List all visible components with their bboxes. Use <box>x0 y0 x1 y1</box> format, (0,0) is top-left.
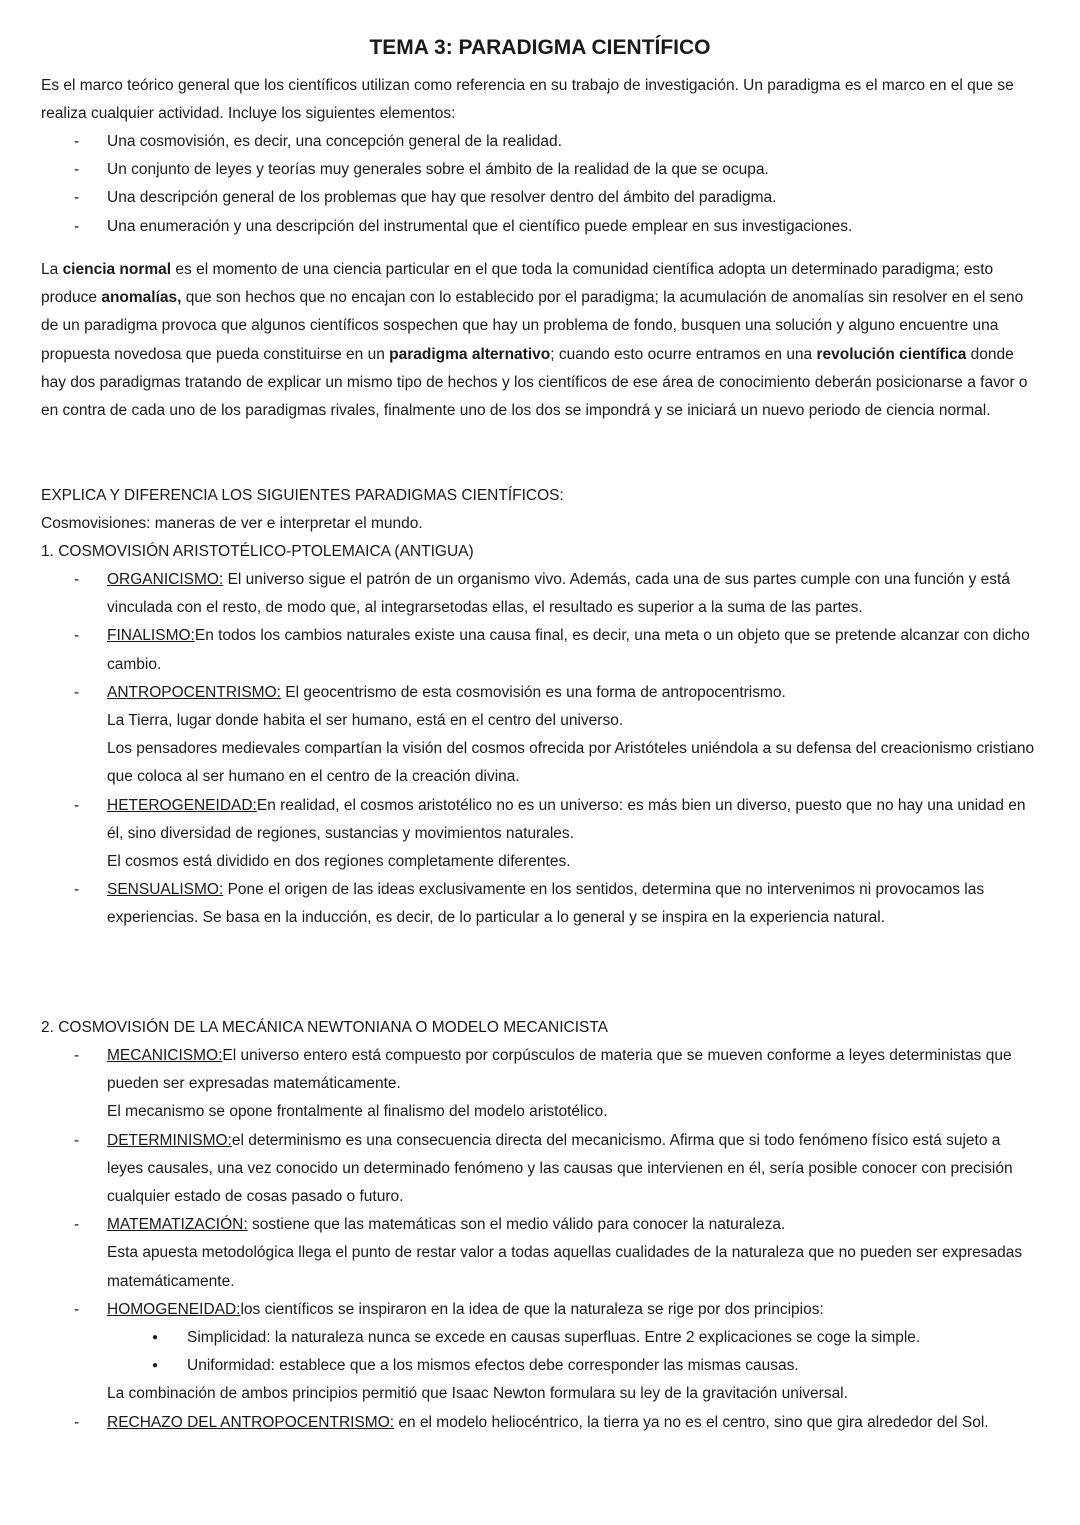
term-description: El geocentrismo de esta cosmovisión es una forma de antropocentrismo. <box>285 683 786 701</box>
term-label: HETEROGENEIDAD: <box>107 796 257 814</box>
intro-paragraph: Es el marco teórico general que los científicos utilizan como referencia en su trabajo de investigación. Un paradigma es el marco en el que se realiza cualquier actividad. Incluye los siguientes elementos: <box>41 77 1014 123</box>
term-description: los científicos se inspiraron en la idea de que la naturaleza se rige por dos principios: <box>240 1300 824 1318</box>
term-description: Los pensadores medievales compartían la visión del cosmos ofrecida por Aristóteles uniéndola a su defensa del creacionismo cristiano que coloca al ser humano en el centro de la creación divina. <box>107 740 1035 786</box>
term-description: La Tierra, lugar donde habita el ser humano, está en el centro del universo. <box>107 712 624 730</box>
list-item-simplicidad: ● Simplicidad: la naturaleza nunca se excede en causas superfluas. Entre 2 explicaciones se coge la simple. <box>107 1324 1040 1352</box>
term-description: La combinación de ambos principios permitió que Isaac Newton formulara su ley de la gravitación universal. <box>107 1385 848 1403</box>
list-item-homogeneidad <box>0 1296 1040 1409</box>
list-item: - Una descripción general de los problemas que hay que resolver dentro del ámbito del paradigma. <box>0 184 1040 212</box>
cosmovisiones-definition: Cosmovisiones: maneras de ver e interpretar el mundo. <box>41 515 423 532</box>
section-1-heading: 1. COSMOVISIÓN ARISTOTÉLICO-PTOLEMAICA (ANTIGUA) <box>41 543 474 560</box>
term-label: ANTROPOCENTRISMO: <box>107 683 281 701</box>
normal-science-paragraph <box>41 256 1031 425</box>
term-description: El mecanismo se opone frontalmente al finalismo del modelo aristotélico. <box>107 1103 608 1121</box>
list-item: - Una cosmovisión, es decir, una concepción general de la realidad. <box>0 128 1040 156</box>
term-description: en el modelo heliocéntrico, la tierra ya no es el centro, sino que gira alrededor del Sol. <box>398 1413 989 1431</box>
list-item-sensualismo <box>0 876 1040 932</box>
list-item: - Una enumeración y una descripción del instrumental que el científico puede emplear en sus investigaciones. <box>0 213 1040 241</box>
term-label: SENSUALISMO: <box>107 881 224 899</box>
term-label: RECHAZO DEL ANTROPOCENTRISMO: <box>107 1413 395 1431</box>
list-item-matematizacion <box>0 1211 1040 1296</box>
term-description: El universo entero está compuesto por corpúsculos de materia que se mueven conforme a leyes deterministas que pueden ser expresadas matemáticamente. <box>107 1047 1012 1093</box>
term-label: FINALISMO: <box>107 627 195 645</box>
term-description: El universo sigue el patrón de un organismo vivo. Además, cada una de sus partes cumple con una función y está vinculada con el resto, de modo que, al integrarsetodas ellas, el resultado es superior a la suma de las partes. <box>107 571 1010 617</box>
term-description: El cosmos está dividido en dos regiones completamente diferentes. <box>107 853 571 871</box>
principles-list <box>107 1324 1040 1380</box>
list-item-uniformidad: ● Uniformidad: establece que a los mismos efectos debe corresponder las mismas causas. <box>107 1352 1040 1380</box>
bold-term: anomalías, <box>101 289 182 307</box>
section-heading: EXPLICA Y DIFERENCIA LOS SIGUIENTES PARADIGMAS CIENTÍFICOS: <box>41 487 564 504</box>
term-label: ORGANICISMO: <box>107 571 224 588</box>
elements-list <box>0 128 1040 241</box>
bold-term: revolución científica <box>816 345 967 363</box>
term-label: HOMOGENEIDAD: <box>107 1300 241 1318</box>
text-run: es el momento de una ciencia particular en el que toda la comunidad científica adopta un determinado paradigma; esto produce <box>41 261 994 307</box>
term-description: En realidad, el cosmos aristotélico no es un universo: es más bien un diverso, puesto que no hay una unidad en él, sino diversidad de regiones, sustancias y movimientos naturales. <box>107 796 1026 842</box>
section-2-heading: 2. COSMOVISIÓN DE LA MECÁNICA NEWTONIANA O MODELO MECANICISTA <box>41 1019 608 1036</box>
section-1-list <box>0 566 1040 933</box>
section-2-list <box>0 1042 1040 1437</box>
term-label: MATEMATIZACIÓN: <box>107 1216 248 1234</box>
list-item-finalismo <box>0 622 1040 678</box>
text-run: La <box>41 261 63 278</box>
term-description: En todos los cambios naturales existe una causa final, es decir, una meta o un objeto que se pretende alcanzar con dicho cambio. <box>107 627 1030 673</box>
term-description: sostiene que las matemáticas son el medio válido para conocer la naturaleza. <box>251 1216 786 1234</box>
list-item-heterogeneidad <box>0 792 1040 877</box>
list-item-antropocentrismo <box>0 679 1040 792</box>
bold-term: ciencia normal <box>62 261 172 278</box>
text-run: donde hay dos paradigmas tratando de explicar un mismo tipo de hechos y los científicos de ese área de conocimiento deberán posicionarse a favor o en contra de cada uno de los paradigmas rivales, finalmente uno de los dos se impondrá y se iniciará un nuevo periodo de ciencia normal. <box>41 345 1028 420</box>
list-item-determinismo <box>0 1127 1040 1212</box>
text-run: ; cuando esto ocurre entramos en una <box>550 345 817 363</box>
term-label: DETERMINISMO: <box>107 1131 232 1149</box>
text-run: que son hechos que no encajan con lo establecido por el paradigma; la acumulación de anomalías sin resolver en el seno de un paradigma provoca que algunos científicos sospechen que hay un problema de fondo, busquen una solución y alguno encuentre una propuesta novedosa que pueda constituirse en un <box>41 289 1024 363</box>
list-item-mecanicismo <box>0 1042 1040 1127</box>
term-label: MECANICISMO: <box>107 1047 223 1064</box>
bold-term: paradigma alternativo <box>389 345 551 363</box>
term-description: Esta apuesta metodológica llega el punto de restar valor a todas aquellas cualidades de la naturaleza que no pueden ser expresadas matemáticamente. <box>107 1244 1023 1290</box>
page-title: TEMA 3: PARADIGMA CIENTÍFICO <box>369 36 711 59</box>
list-item-rechazo-antropocentrismo <box>0 1409 1040 1437</box>
term-description: el determinismo es una consecuencia directa del mecanicismo. Afirma que si todo fenómeno físico está sujeto a leyes causales, una vez conocido un determinado fenómeno y las causas que intervienen en él, sería posible conocer con precisión cualquier estado de cosas pasado o futuro. <box>107 1131 1013 1206</box>
list-item: - Un conjunto de leyes y teorías muy generales sobre el ámbito de la realidad de la que se ocupa. <box>0 156 1040 184</box>
list-item-organicismo <box>0 566 1040 622</box>
term-description: Pone el origen de las ideas exclusivamente en los sentidos, determina que no intervenimos ni provocamos las experiencias. Se basa en la inducción, es decir, de lo particular a lo general y se inspira en la experiencia natural. <box>107 881 985 927</box>
